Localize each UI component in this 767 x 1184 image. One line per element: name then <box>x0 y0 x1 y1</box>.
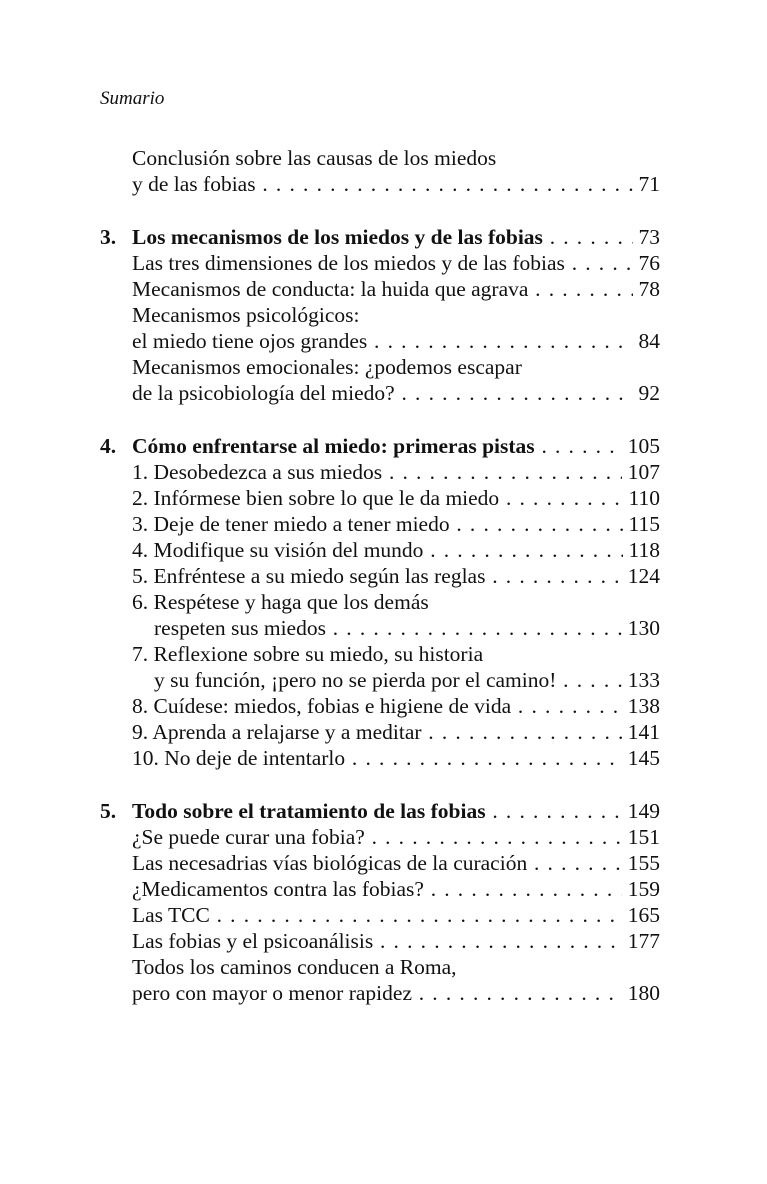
page-number: 145 <box>622 745 660 771</box>
toc-entry: de la psicobiología del miedo? . . . 92 <box>100 380 660 406</box>
toc-entry-line: Conclusión sobre las causas de los miedos <box>132 146 497 170</box>
toc-chapter-5 <box>100 798 660 1006</box>
chapter-title: 4. Cómo enfrentarse al miedo: primeras pistas . . . 105 <box>100 433 660 459</box>
toc-entry: ¿Se puede curar una fobia? . . . 151 <box>100 824 660 850</box>
toc-entry: 10. No deje de intentarlo . . . 145 <box>100 745 660 771</box>
page-number: 130 <box>622 615 660 641</box>
toc-entry: 9. Aprenda a relajarse y a meditar . . . 141 <box>100 719 660 745</box>
page-number: 177 <box>622 928 660 954</box>
page-number: 155 <box>622 850 660 876</box>
page-number: 107 <box>622 459 660 485</box>
toc-entry: pero con mayor o menor rapidez . . . 180 <box>100 980 660 1006</box>
page-number: 76 <box>633 250 661 276</box>
page-number: 159 <box>622 876 660 902</box>
page-number: 84 <box>633 328 661 354</box>
toc-entry: y su función, ¡pero no se pierda por el camino! . . . 133 <box>100 667 660 693</box>
toc-entry-line: Mecanismos psicológicos: <box>132 303 360 327</box>
chapter-number: 3. <box>100 225 117 249</box>
page-number: 71 <box>633 171 661 197</box>
toc-entry: Mecanismos de conducta: la huida que agrava . . . 78 <box>100 276 660 302</box>
toc-entry: respeten sus miedos . . . 130 <box>100 615 660 641</box>
toc-entry: 2. Infórmese bien sobre lo que le da miedo . . . 110 <box>100 485 660 511</box>
toc-group-prev <box>100 145 660 197</box>
page-number: 165 <box>622 902 660 928</box>
toc-entry: 3. Deje de tener miedo a tener miedo . . . 115 <box>100 511 660 537</box>
toc-entry: 4. Modifique su visión del mundo . . . 118 <box>100 537 660 563</box>
page-number: 180 <box>622 980 660 1006</box>
chapter-number: 5. <box>100 799 117 823</box>
page-number: 138 <box>622 693 660 719</box>
page-number: 149 <box>622 798 660 824</box>
page-number: 110 <box>623 485 660 511</box>
running-header: Sumario <box>100 88 165 109</box>
page-number: 151 <box>622 824 660 850</box>
chapter-number: 4. <box>100 434 117 458</box>
toc-entry: y de las fobias . . . 71 <box>100 171 660 197</box>
toc-entry: 5. Enfréntese a su miedo según las reglas . . . 124 <box>100 563 660 589</box>
toc-chapter-4 <box>100 433 660 771</box>
chapter-title: 3. Los mecanismos de los miedos y de las fobias . . . 73 <box>100 224 660 250</box>
toc-entry: Las necesadrias vías biológicas de la curación . . . 155 <box>100 850 660 876</box>
toc-entry: ¿Medicamentos contra las fobias? . . . 159 <box>100 876 660 902</box>
page-number: 118 <box>623 537 660 563</box>
page-number: 78 <box>633 276 661 302</box>
page-number: 133 <box>622 667 660 693</box>
page-number: 115 <box>623 511 660 537</box>
page-number: 124 <box>622 563 660 589</box>
toc-entry-line: Todos los caminos conducen a Roma, <box>132 955 457 979</box>
toc-chapter-3 <box>100 224 660 406</box>
toc-entry: 8. Cuídese: miedos, fobias e higiene de vida . . . 138 <box>100 693 660 719</box>
page-number: 105 <box>622 433 660 459</box>
page-number: 92 <box>633 380 661 406</box>
toc-entry: el miedo tiene ojos grandes . . . 84 <box>100 328 660 354</box>
page-number: 73 <box>633 224 661 250</box>
chapter-title: 5. Todo sobre el tratamiento de las fobias . . . 149 <box>100 798 660 824</box>
toc-entry: 1. Desobedezca a sus miedos . . . 107 <box>100 459 660 485</box>
toc-entry: Las tres dimensiones de los miedos y de las fobias . . . 76 <box>100 250 660 276</box>
toc-entry: Las fobias y el psicoanálisis . . . 177 <box>100 928 660 954</box>
toc-entry: Las TCC . . . 165 <box>100 902 660 928</box>
toc-entry-line: Mecanismos emocionales: ¿podemos escapar <box>132 355 522 379</box>
page-number: 141 <box>622 719 660 745</box>
toc-entry-line: 7. Reflexione sobre su miedo, su historia <box>132 642 484 666</box>
table-of-contents <box>100 145 660 1033</box>
toc-entry-line: 6. Respétese y haga que los demás <box>132 590 429 614</box>
